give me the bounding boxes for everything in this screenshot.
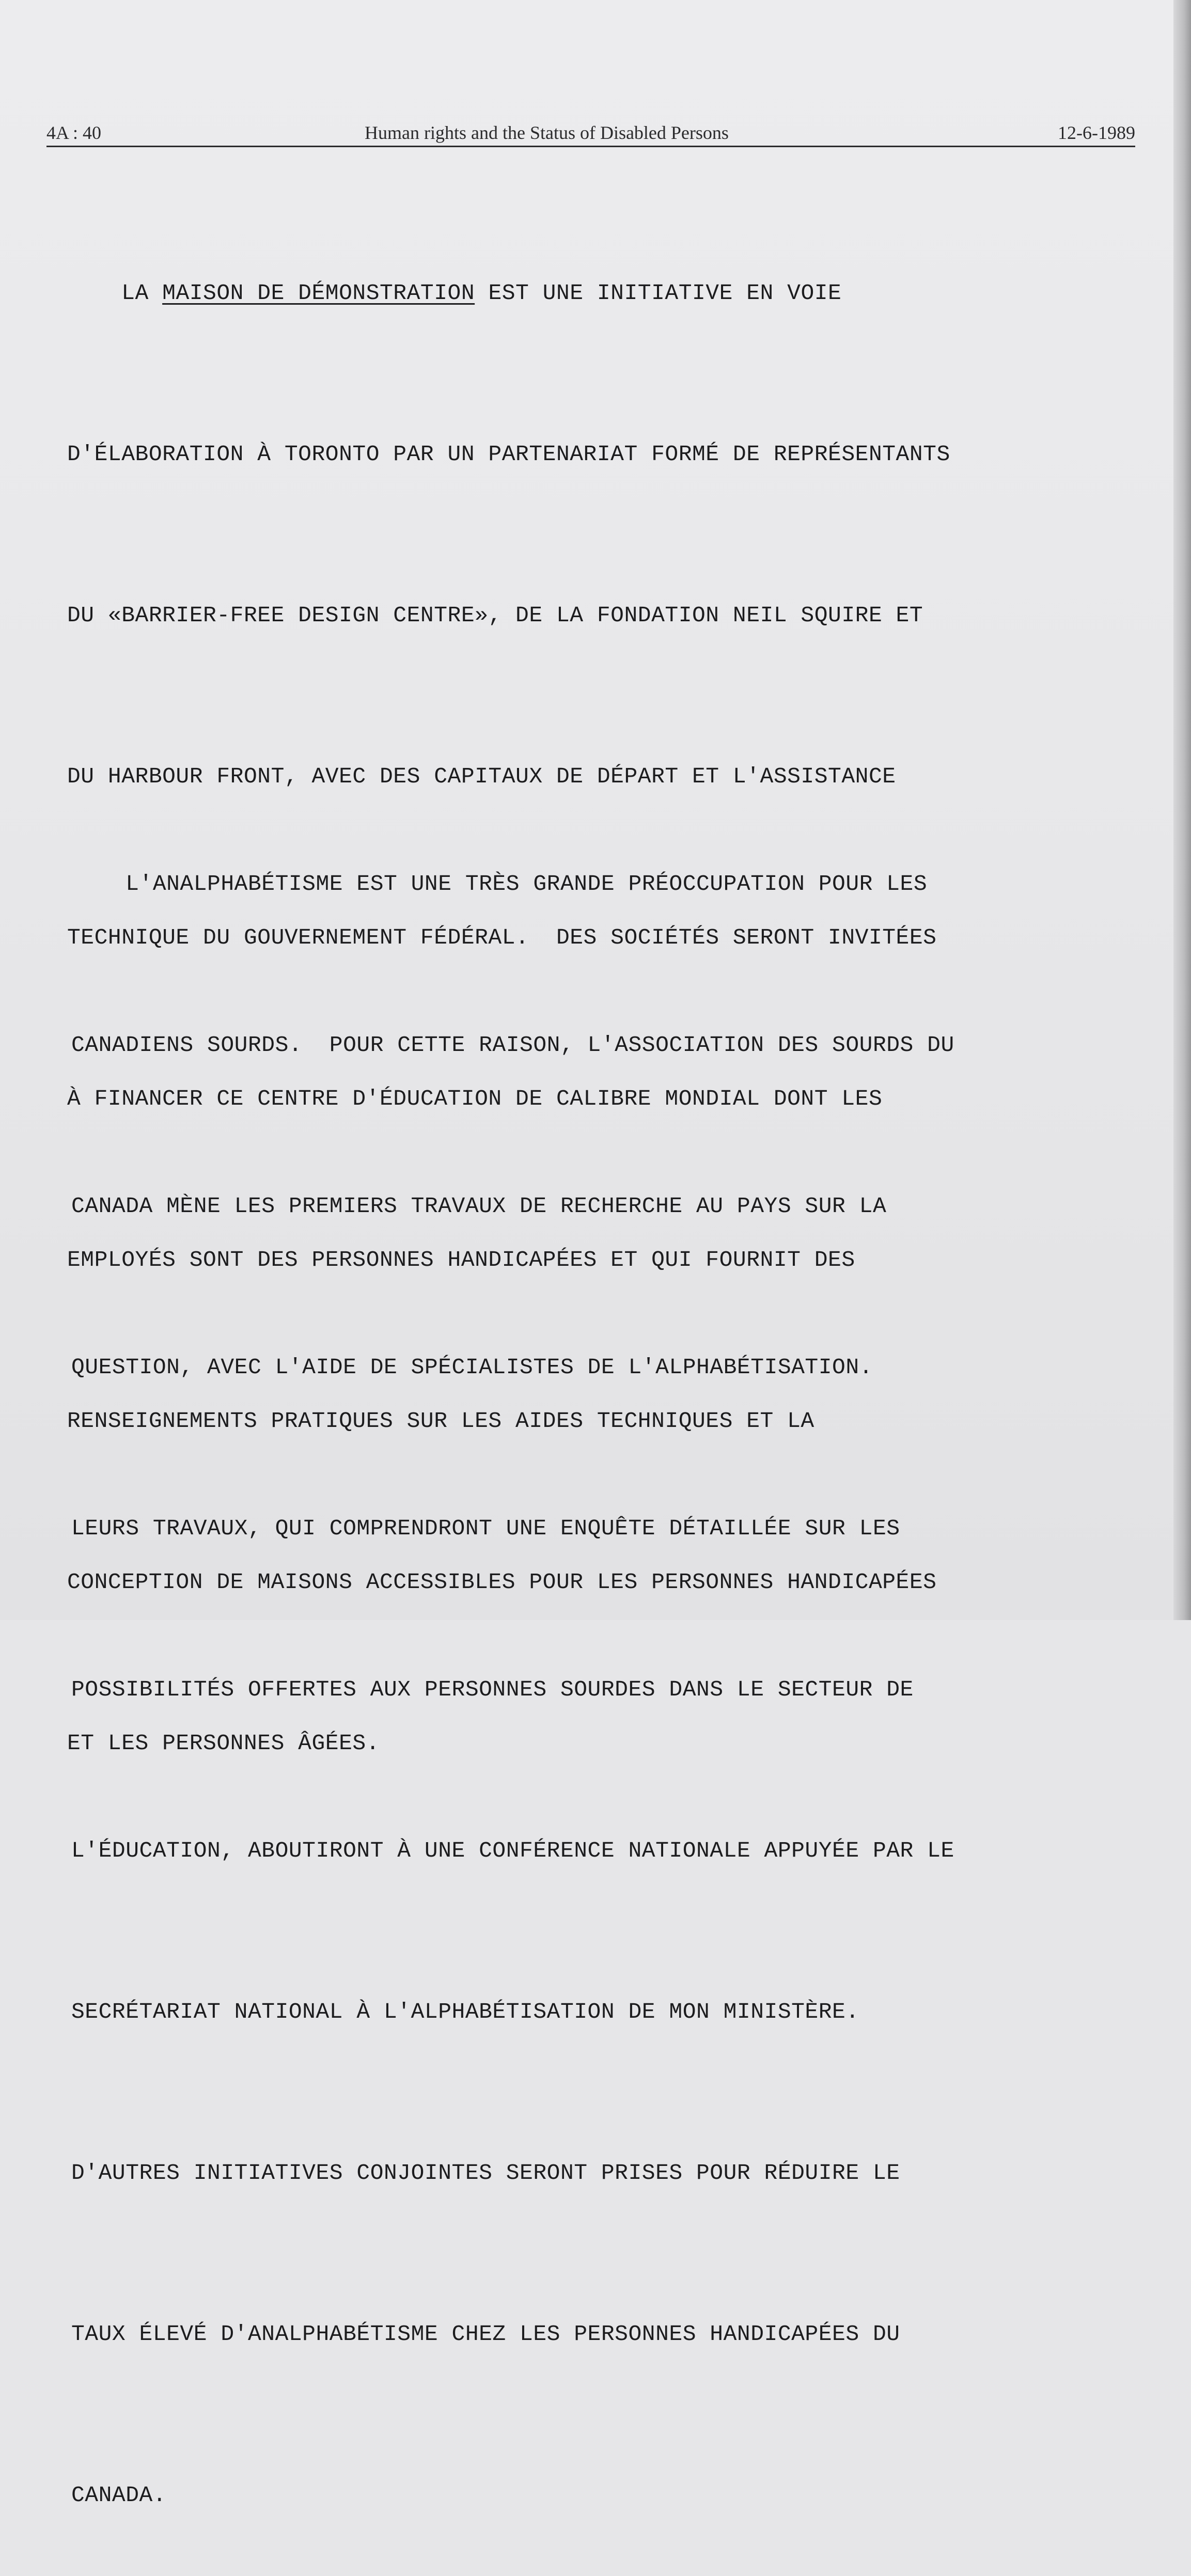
paragraph-line: CANADA MÈNE LES PREMIERS TRAVAUX DE RECHERCHE AU PAYS SUR LA [71,1193,887,1219]
paragraph-line [67,266,1141,320]
paragraph-line: ET LES PERSONNES ÂGÉES. [67,1731,380,1756]
paragraph-line: LEURS TRAVAUX, QUI COMPRENDRONT UNE ENQUÊTE DÉTAILLÉE SUR LES [71,1516,900,1541]
paragraph-line: DU HARBOUR FRONT, AVEC DES CAPITAUX DE DÉPART ET L'ASSISTANCE [67,764,896,789]
paragraph-line: SECRÉTARIAT NATIONAL À L'ALPHABÉTISATION DE MON MINISTÈRE. [71,1999,859,2024]
paragraph-line: À FINANCER CE CENTRE D'ÉDUCATION DE CALIBRE MONDIAL DONT LES [67,1086,883,1111]
paragraph-line: QUESTION, AVEC L'AIDE DE SPÉCIALISTES DE L'ALPHABÉTISATION. [71,1355,873,1380]
paragraph-line: L'ÉDUCATION, ABOUTIRONT À UNE CONFÉRENCE NATIONALE APPUYÉE PAR LE [71,1838,954,1863]
underlined-term: MAISON DE DÉMONSTRATION [162,280,475,306]
paragraph-line: TECHNIQUE DU GOUVERNEMENT FÉDÉRAL. DES SOCIÉTÉS SERONT INVITÉES [67,925,937,950]
paragraph-line: POSSIBILITÉS OFFERTES AUX PERSONNES SOURDES DANS LE SECTEUR DE [71,1677,914,1702]
paragraph-line: TAUX ÉLEVÉ D'ANALPHABÉTISME CHEZ LES PERSONNES HANDICAPÉES DU [71,2321,900,2347]
running-header [46,115,1135,147]
paragraph-line: CONCEPTION DE MAISONS ACCESSIBLES POUR LES PERSONNES HANDICAPÉES [67,1569,937,1595]
page-edge [1173,0,1191,1620]
paragraph-line: D'AUTRES INITIATIVES CONJOINTES SERONT PRISES POUR RÉDUIRE LE [71,2160,900,2186]
paragraph-line: D'ÉLABORATION À TORONTO PAR UN PARTENARIAT FORMÉ DE REPRÉSENTANTS [67,442,950,467]
header-page-number: 4A : 40 [46,122,102,143]
header-date: 12-6-1989 [1058,122,1135,143]
paragraph-illiteracy [71,750,1146,2576]
text-run: EST UNE INITIATIVE EN VOIE [475,280,842,306]
paragraph-line: EMPLOYÉS SONT DES PERSONNES HANDICAPÉES ET QUI FOURNIT DES [67,1247,855,1273]
paragraph-line: RENSEIGNEMENTS PRATIQUES SUR LES AIDES TECHNIQUES ET LA [67,1408,814,1434]
paragraph-line: CANADIENS SOURDS. POUR CETTE RAISON, L'ASSOCIATION DES SOURDS DU [71,1032,954,1058]
paragraph-line: DU «BARRIER-FREE DESIGN CENTRE», DE LA FONDATION NEIL SQUIRE ET [67,603,923,628]
text-run: LA [67,280,163,306]
paragraph-line: CANADA. [71,2483,167,2508]
header-title: Human rights and the Status of Disabled Persons [365,122,729,143]
paragraph-line: L'ANALPHABÉTISME EST UNE TRÈS GRANDE PRÉOCCUPATION POUR LES [71,871,928,897]
